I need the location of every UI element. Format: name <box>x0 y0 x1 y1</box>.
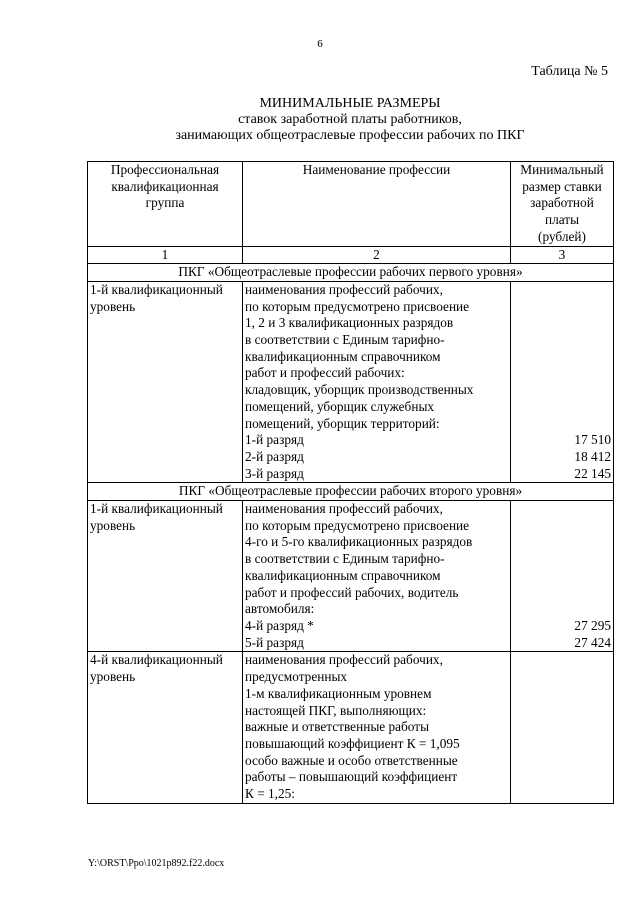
desc-line: помещений, уборщик служебных <box>245 398 435 414</box>
grade-name: 1-й разряд <box>245 432 304 448</box>
column-number-row <box>88 246 614 264</box>
group2-level4-description <box>243 652 511 803</box>
grade-value: 17 510 <box>574 432 611 448</box>
salary-table <box>87 161 614 804</box>
desc-line: работы – повышающий коэффициент <box>245 769 458 785</box>
grade-name: 5-й разряд <box>245 634 304 650</box>
grade-name: 4-й разряд * <box>245 617 314 633</box>
desc-line: работ и профессий рабочих, водитель <box>245 584 459 600</box>
desc-line: предусмотренных <box>245 669 348 685</box>
col-number-3: 3 <box>511 246 614 264</box>
grade-value: 22 145 <box>574 465 611 481</box>
col-number-2: 2 <box>243 246 511 264</box>
desc-line: 1, 2 и 3 квалификационных разрядов <box>245 315 454 331</box>
group2-level1-row <box>88 501 614 652</box>
desc-line: кладовщик, уборщик производственных <box>245 382 474 398</box>
grade-name: 3-й разряд <box>245 465 304 481</box>
desc-line: в соответствии с Единым тарифно- <box>245 332 445 348</box>
desc-line: важные и ответственные работы <box>245 719 430 735</box>
header-col3-line: платы <box>544 212 580 228</box>
header-col3-line: Минимальный <box>520 162 604 177</box>
header-col2: Наименование профессии <box>243 162 511 247</box>
desc-line: 4-го и 5-го квалификационных разрядов <box>245 534 473 550</box>
desc-line: повышающий коэффициент К = 1,095 <box>245 735 460 751</box>
group2-values <box>511 501 614 652</box>
title-line-2: ставок заработной платы работников, <box>238 112 462 127</box>
col-number-1: 1 <box>88 246 243 264</box>
desc-line: по которым предусмотрено присвоение <box>245 517 470 533</box>
header-col3-line: заработной <box>530 195 594 211</box>
group2-level <box>88 501 243 652</box>
desc-line: работ и профессий рабочих: <box>245 365 405 381</box>
group1-title: ПКГ «Общеотраслевые профессии рабочих первого уровня» <box>88 264 614 282</box>
level-line: уровень <box>90 298 136 314</box>
group2-title: ПКГ «Общеотраслевые профессии рабочих второго уровня» <box>88 483 614 501</box>
desc-line: помещений, уборщик территорий: <box>245 415 440 431</box>
desc-line: квалификационным справочником <box>245 567 441 583</box>
desc-line: особо важные и особо ответственные <box>245 752 458 768</box>
level-line: уровень <box>90 669 136 685</box>
desc-line: К = 1,25: <box>245 786 295 802</box>
page-number: 6 <box>317 38 323 50</box>
grade-value: 18 412 <box>574 448 611 464</box>
header-col3-line: (рублей) <box>538 228 586 244</box>
title-line-1: МИНИМАЛЬНЫЕ РАЗМЕРЫ <box>259 96 441 111</box>
desc-line: по которым предусмотрено присвоение <box>245 298 470 314</box>
header-col1-line: группа <box>145 195 185 211</box>
desc-line: в соответствии с Единым тарифно- <box>245 551 445 567</box>
grade-value: 27 295 <box>574 617 611 633</box>
desc-line: наименования профессий рабочих, <box>245 501 443 517</box>
desc-line: наименования профессий рабочих, <box>245 281 443 297</box>
desc-line: автомобиля: <box>245 601 315 617</box>
desc-line: настоящей ПКГ, выполняющих: <box>245 702 427 718</box>
footer-file-path: Y:\ORST\Ppo\1021p892.f22.docx <box>88 858 225 869</box>
table-header-row <box>88 162 614 247</box>
group2-level4 <box>88 652 243 803</box>
group2-description <box>243 501 511 652</box>
group1-level1-row <box>88 281 614 482</box>
header-col3 <box>511 162 614 247</box>
group1-values <box>511 281 614 482</box>
table-number: Таблица № 5 <box>531 64 608 79</box>
level-line: 1-й квалификационный <box>90 501 223 517</box>
group1-title-row <box>88 264 614 282</box>
grade-name: 2-й разряд <box>245 448 304 464</box>
group2-title-row <box>88 483 614 501</box>
desc-line: 1-м квалификационным уровнем <box>245 685 432 701</box>
title-line-3: занимающих общеотраслевые профессии рабочих по ПКГ <box>175 128 525 143</box>
group2-level4-row <box>88 652 614 803</box>
desc-line: наименования профессий рабочих, <box>245 652 443 668</box>
desc-line: квалификационным справочником <box>245 348 441 364</box>
header-col1-line: квалификационная <box>111 178 219 194</box>
header-col3-line: размер ставки <box>522 178 602 194</box>
level-line: 1-й квалификационный <box>90 281 223 297</box>
grade-value: 27 424 <box>574 634 611 650</box>
group1-level <box>88 281 243 482</box>
group2-level4-values <box>511 652 614 803</box>
header-col1 <box>88 162 243 247</box>
header-col1-line: Профессиональная <box>110 162 220 177</box>
level-line: уровень <box>90 517 136 533</box>
group1-description <box>243 281 511 482</box>
table-title <box>0 96 640 144</box>
level-line: 4-й квалификационный <box>90 652 223 668</box>
